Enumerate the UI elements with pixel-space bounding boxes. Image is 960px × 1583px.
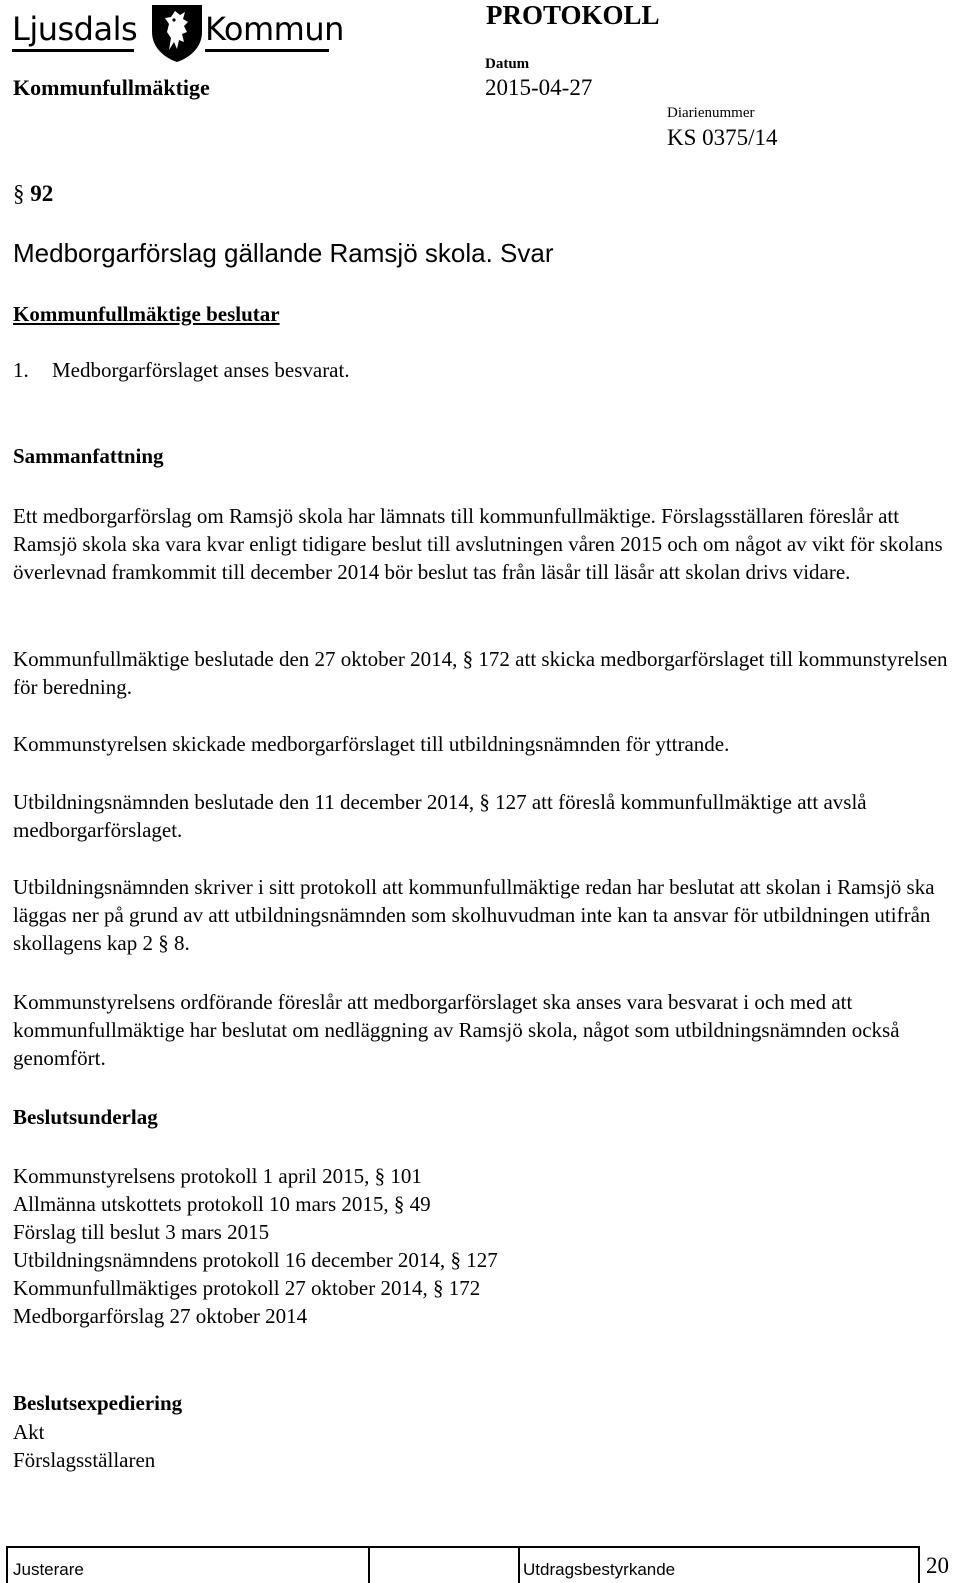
dispatch-heading: Beslutsexpediering (13, 1391, 183, 1415)
section-sign: § (158, 931, 169, 955)
basis-item (13, 1274, 913, 1302)
basis-item-text: Allmänna utskottets protokoll 10 mars 2015, (13, 1192, 389, 1216)
diary-number-label: Diarienummer (667, 105, 755, 121)
basis-list (13, 1162, 913, 1330)
summary-paragraph-2-end: 172 att skicka medborgarförslaget till kommunstyrelsen för beredning. (13, 647, 948, 699)
summary-paragraph-5-end: 8. (173, 931, 190, 955)
summary-paragraph-4-start: Utbildningsnämnden beslutade den 11 december 2014, (13, 790, 475, 814)
summary-paragraph-1: Ett medborgarförslag om Ramsjö skola har lämnats till kommunfullmäktige. Förslagsställaren föreslår att Ramsjö skola ska vara kvar enligt tidigare beslut till avslutningen våren 2015 och om något av vikt för skolans överlevnad framkommit till december 2014 bör beslut tas från läsår till läsår att skolan drivs vidare. (13, 504, 943, 584)
basis-item-text: Medborgarförslag 27 oktober 2014 (13, 1304, 308, 1328)
paragraph-number (13, 181, 53, 207)
basis-item-text: Förslag till beslut 3 mars 2015 (13, 1220, 270, 1244)
basis-item-ref: 49 (409, 1192, 431, 1216)
basis-item (13, 1190, 913, 1218)
date-label: Datum (485, 56, 530, 72)
section-sign: § (479, 790, 490, 814)
logo-underline-left (12, 49, 134, 52)
basis-item (13, 1246, 913, 1274)
logo-text-ljusdals: Ljusdals (12, 10, 138, 48)
basis-item-ref: 127 (466, 1248, 498, 1272)
logo-text-kommun: Kommun (205, 10, 344, 48)
summary-paragraph-2-start: Kommunfullmäktige beslutade den 27 oktober 2014, (13, 647, 458, 671)
basis-item-ref: 172 (448, 1276, 481, 1300)
coat-of-arms-icon (149, 2, 205, 64)
section-sign: § (13, 181, 25, 206)
section-sign: § (462, 647, 474, 671)
basis-item-text: Kommunstyrelsens protokoll 1 april 2015, (13, 1164, 370, 1188)
dispatch-item: Akt (13, 1420, 45, 1444)
summary-heading: Sammanfattning (13, 444, 164, 468)
footer-justerare-label: Justerare (13, 1560, 84, 1579)
summary-paragraph-6: Kommunstyrelsens ordförande föreslår att medborgarförslaget ska anses vara besvarat i och med att kommunfullmäktige har beslutat om nedläggning av Ramsjö skola, något som utbildningsnämnden också genomfört. (13, 990, 900, 1070)
page-number: 20 (926, 1553, 949, 1578)
logo-underline-right (205, 49, 329, 52)
section-sign: § (450, 1248, 461, 1272)
summary-paragraph-5 (13, 873, 948, 957)
footer-signature-cell (368, 1546, 518, 1583)
dispatch-item: Förslagsställaren (13, 1448, 156, 1472)
decision-heading: Kommunfullmäktige beslutar (13, 302, 280, 326)
section-sign: § (374, 1164, 386, 1188)
summary-paragraph-2 (13, 645, 948, 701)
basis-item (13, 1218, 913, 1246)
summary-paragraph-3: Kommunstyrelsen skickade medborgarförslaget till utbildningsnämnden för yttrande. (13, 732, 730, 756)
summary-paragraph-4 (13, 788, 948, 844)
section-sign: § (393, 1192, 405, 1216)
basis-item-ref: 101 (390, 1164, 422, 1188)
decision-item-text: Medborgarförslaget anses besvarat. (52, 358, 350, 382)
summary-paragraph-4-end: 127 att föreslå kommunfullmäktige att avslå medborgarförslaget. (13, 790, 867, 842)
diary-number-value: KS 0375/14 (667, 125, 778, 150)
basis-item (13, 1162, 913, 1190)
basis-item-text: Utbildningsnämndens protokoll 16 december 2014, (13, 1248, 446, 1272)
basis-item-text: Kommunfullmäktiges protokoll 27 oktober 2014, (13, 1276, 428, 1300)
summary-paragraph-5-start: Utbildningsnämnden skriver i sitt protokoll att kommunfullmäktige redan har beslutat att skolan i Ramsjö ska läggas ner på grund av att utbildningsnämnden som skolhuvudman inte kan ta ansvar för utbildningen utifrån skollagens kap 2 (13, 875, 935, 955)
decision-item (13, 358, 350, 383)
basis-heading: Beslutsunderlag (13, 1105, 158, 1129)
paragraph-number-value: 92 (30, 181, 54, 206)
dispatch-list (13, 1418, 155, 1474)
document-type: PROTOKOLL (486, 0, 660, 30)
decision-item-number: 1. (13, 358, 29, 382)
committee-name: Kommunfullmäktige (13, 75, 210, 100)
basis-item (13, 1302, 913, 1330)
item-title: Medborgarförslag gällande Ramsjö skola. Svar (13, 238, 554, 268)
date-value: 2015-04-27 (485, 75, 593, 100)
footer-utdrag-label: Utdragsbestyrkande (523, 1560, 676, 1579)
section-sign: § (432, 1276, 444, 1300)
